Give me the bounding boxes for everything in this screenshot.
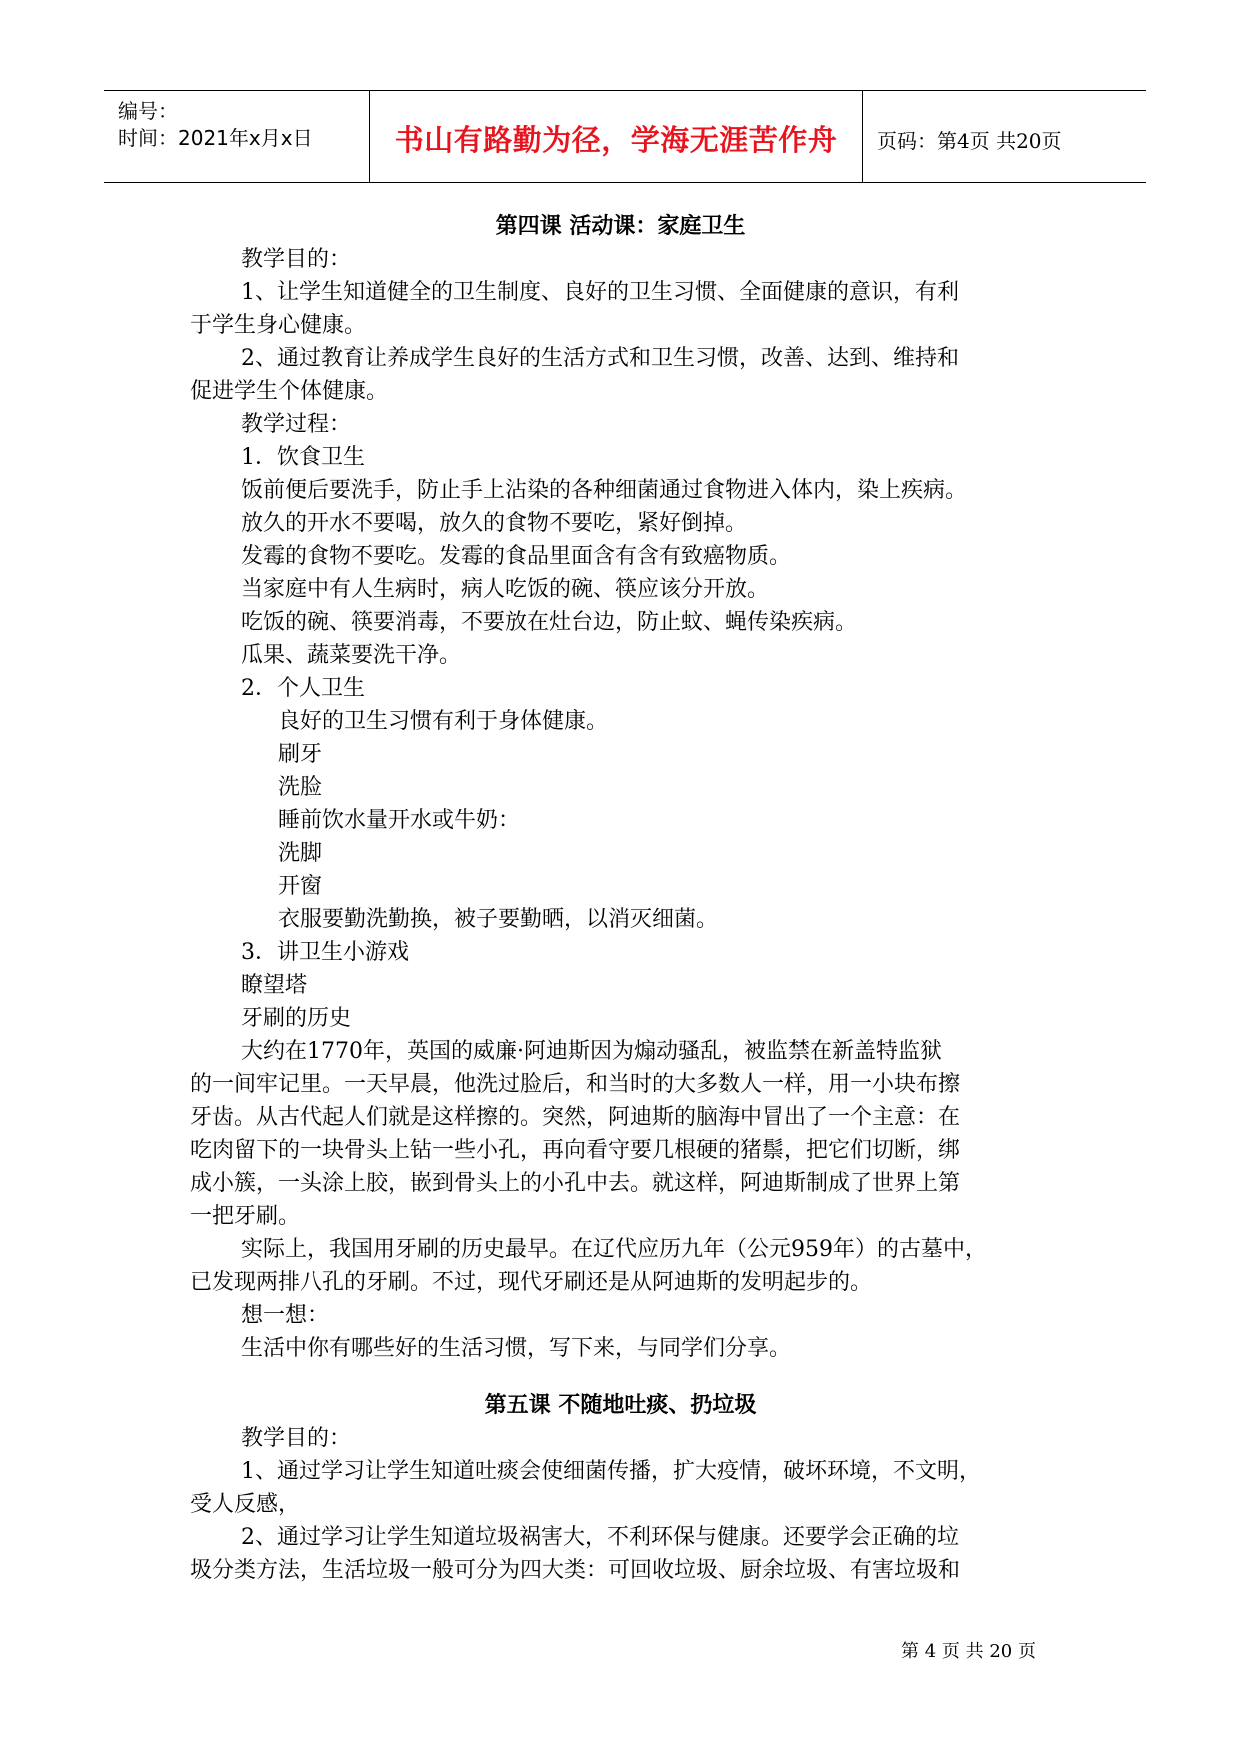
lesson4-line: 促进学生个体健康。 [190, 379, 389, 404]
lesson4-line: 良好的卫生习惯有利于身体健康。 [278, 709, 609, 734]
lesson4-line: 3．讲卫生小游戏 [241, 940, 409, 965]
header-page-info: 页码：第4页 共20页 [877, 129, 1062, 153]
lesson5-line: 2、通过学习让学生知道垃圾祸害大，不利环保与健康。还要学会正确的垃 [241, 1525, 959, 1550]
lesson4-line: 想一想： [241, 1303, 330, 1328]
lesson4-line: 吃肉留下的一块骨头上钻一些小孔，再向看守要几根硬的猪鬃，把它们切断，绑 [190, 1138, 961, 1163]
page-header [104, 90, 1146, 183]
lesson4-line: 教学目的： [241, 247, 352, 272]
lesson4-line: 牙刷的历史 [241, 1006, 352, 1031]
header-meta-cell [104, 91, 370, 182]
lesson4-line: 的一间牢记里。一天早晨，他洗过脸后，和当时的大多数人一样，用一小块布擦 [190, 1072, 961, 1097]
lesson4-line: 洗脚 [278, 841, 323, 866]
lesson4-line: 瞭望塔 [241, 973, 308, 998]
lesson5-title: 第五课 不随地吐痰、扔垃圾 [484, 1393, 757, 1418]
lesson4-line: 成小簇，一头涂上胶，嵌到骨头上的小孔中去。就这样，阿迪斯制成了世界上第 [190, 1171, 961, 1196]
lesson4-line: 放久的开水不要喝，放久的食物不要吃，紧好倒掉。 [241, 511, 748, 536]
lesson4-line: 生活中你有哪些好的生活习惯，写下来，与同学们分享。 [241, 1336, 792, 1361]
lesson4-line: 牙齿。从古代起人们就是这样擦的。突然，阿迪斯的脑海中冒出了一个主意：在 [190, 1105, 961, 1130]
header-motto-cell [370, 91, 863, 182]
lesson4-line: 刷牙 [278, 742, 323, 767]
lesson4-line: 饭前便后要洗手，防止手上沾染的各种细菌通过食物进入体内，染上疾病。 [241, 478, 968, 503]
lesson4-line: 吃饭的碗、筷要消毒，不要放在灶台边，防止蚊、蝇传染疾病。 [241, 610, 858, 635]
lesson4-line: 已发现两排八孔的牙刷。不过，现代牙刷还是从阿迪斯的发明起步的。 [190, 1270, 873, 1295]
lesson5-line: 教学目的： [241, 1426, 352, 1451]
lesson4-line: 2．个人卫生 [241, 676, 365, 701]
lesson5-line: 受人反感， [190, 1492, 301, 1517]
header-motto: 书山有路勤为径，学海无涯苦作舟 [394, 123, 838, 157]
lesson4-line: 于学生身心健康。 [190, 313, 367, 338]
lesson4-line: 大约在1770年，英国的威廉·阿迪斯因为煽动骚乱，被监禁在新盖特监狱 [241, 1039, 942, 1064]
lesson4-line: 1．饮食卫生 [241, 445, 365, 470]
document-time-label: 时间：2021年x月x日 [118, 126, 313, 150]
lesson4-line: 实际上，我国用牙刷的历史最早。在辽代应历九年（公元959年）的古墓中， [241, 1237, 987, 1262]
lesson4-line: 2、通过教育让养成学生良好的生活方式和卫生习惯，改善、达到、维持和 [241, 346, 959, 371]
header-page-cell [863, 91, 1146, 182]
lesson4-line: 教学过程： [241, 412, 352, 437]
lesson4-line: 洗脸 [278, 775, 323, 800]
document-number-label: 编号： [118, 99, 178, 123]
lesson4-line: 瓜果、蔬菜要洗干净。 [241, 643, 462, 668]
lesson4-line: 睡前饮水量开水或牛奶： [278, 808, 521, 833]
page-footer: 第 4 页 共 20 页 [901, 1641, 1036, 1662]
lesson4-line: 1、让学生知道健全的卫生制度、良好的卫生习惯、全面健康的意识，有利 [241, 280, 959, 305]
lesson5-line: 圾分类方法，生活垃圾一般可分为四大类：可回收垃圾、厨余垃圾、有害垃圾和 [190, 1558, 961, 1583]
lesson4-title: 第四课 活动课：家庭卫生 [495, 214, 746, 239]
lesson4-line: 发霉的食物不要吃。发霉的食品里面含有含有致癌物质。 [241, 544, 792, 569]
lesson4-line: 衣服要勤洗勤换，被子要勤晒，以消灭细菌。 [278, 907, 719, 932]
lesson4-line: 开窗 [278, 874, 323, 899]
lesson4-line: 一把牙刷。 [190, 1204, 301, 1229]
lesson5-line: 1、通过学习让学生知道吐痰会使细菌传播，扩大疫情，破坏环境，不文明， [241, 1459, 981, 1484]
lesson4-line: 当家庭中有人生病时，病人吃饭的碗、筷应该分开放。 [241, 577, 770, 602]
